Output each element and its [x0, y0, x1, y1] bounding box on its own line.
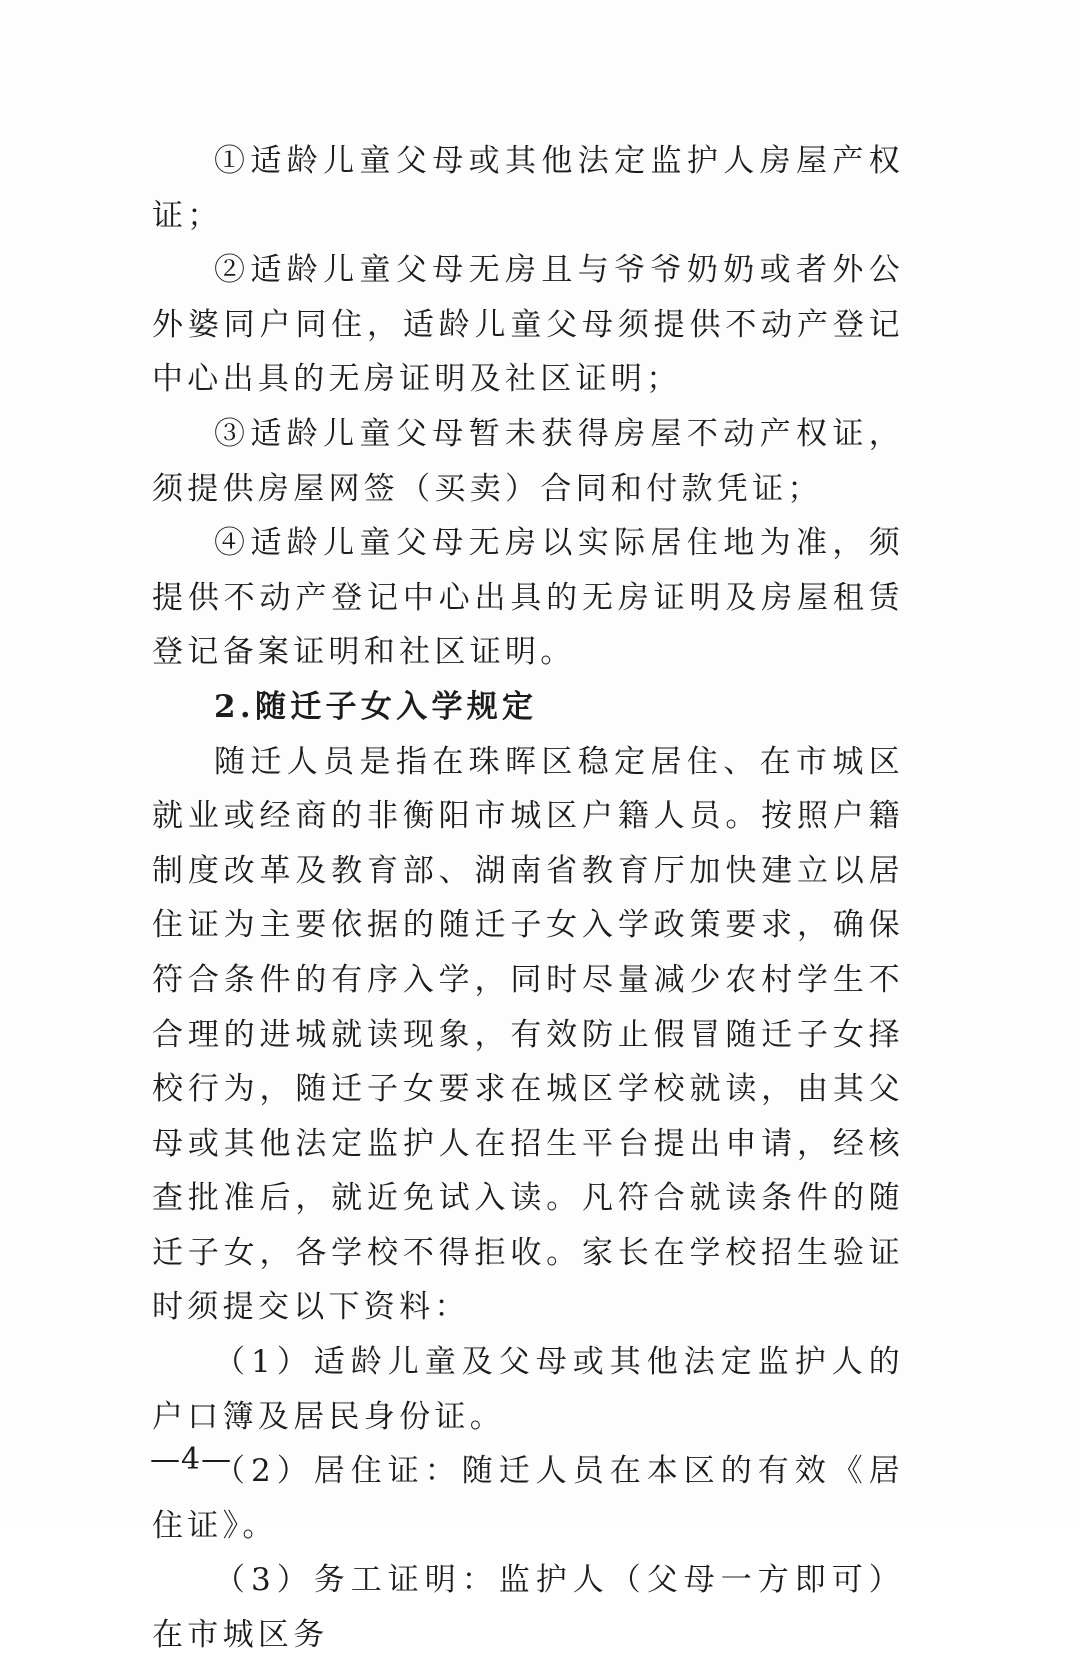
requirement-3-employment-proof: （3）务工证明：监护人（父母一方即可）在市城区务: [152, 1562, 904, 1654]
migrant-policy-paragraph: 随迁人员是指在珠晖区稳定居住、在市城区就业或经商的非衡阳市城区户籍人员。按照户籍制度改革及教育部、湖南省教育厅加快建立以居住证为主要依据的随迁子女入学政策要求，确保符合条件的有序入学，同时尽量减少农村学生不合理的进城就读现象，有效防止假冒随迁子女择校行为，随迁子女要求在城区学校就读，由其父母或其他法定监护人在招生平台提出申请，经核查批准后，就近免试入读。凡符合就读条件的随迁子女，各学校不得拒收。家长在学校招生验证时须提交以下资料：: [152, 743, 904, 1326]
requirement-1-household-register: （1）适龄儿童及父母或其他法定监护人的户口簿及居民身份证。: [152, 1344, 904, 1435]
requirement-2-residence-permit: （2）居住证：随迁人员在本区的有效《居住证》。: [152, 1453, 904, 1544]
page-number: —4—: [150, 1442, 233, 1477]
document-body: [152, 134, 904, 1663]
item-3-purchase-contract: ③适龄儿童父母暂未获得房屋不动产权证，须提供房屋网签（买卖）合同和付款凭证；: [152, 415, 904, 507]
item-2-no-house-grandparents: ②适龄儿童父母无房且与爷爷奶奶或者外公外婆同户同住，适龄儿童父母须提供不动产登记中心出具的无房证明及社区证明；: [152, 252, 904, 398]
item-1-property-certificate: ①适龄儿童父母或其他法定监护人房屋产权证；: [152, 143, 904, 234]
section-heading-migrant-children: 2.随迁子女入学规定: [214, 688, 538, 725]
item-4-rental-record: ④适龄儿童父母无房以实际居住地为准，须提供不动产登记中心出具的无房证明及房屋租赁登记备案证明和社区证明。: [152, 525, 904, 671]
